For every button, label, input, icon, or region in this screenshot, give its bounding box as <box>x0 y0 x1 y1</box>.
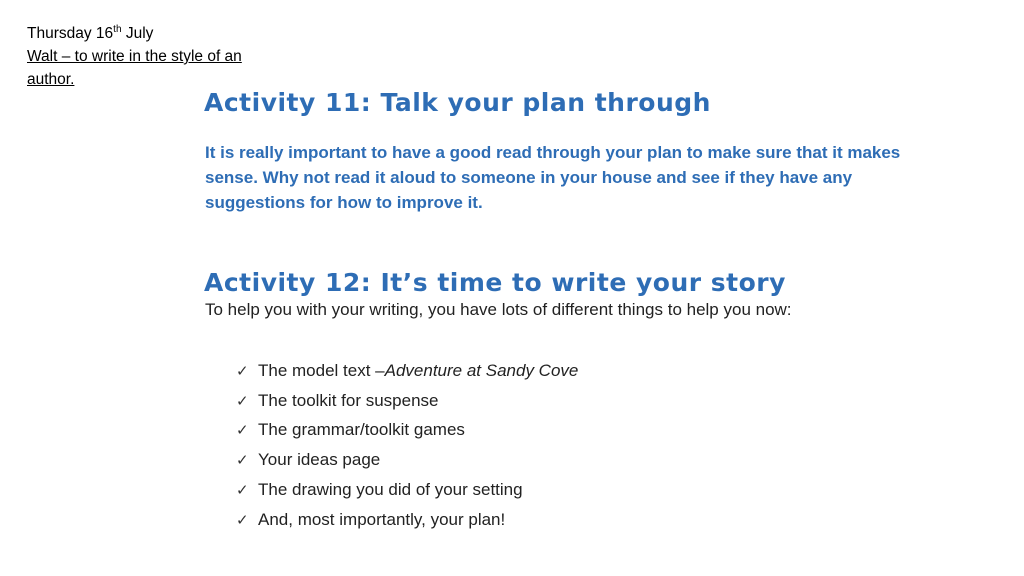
activity-11-title: Activity 11: Talk your plan through <box>204 88 711 117</box>
activity-12-title: Activity 12: It’s time to write your story <box>204 268 786 297</box>
activity-11-text: It is really important to have a good read through your plan to make sure that it makes sense. Why not read it aloud to someone in your house and see if they have any suggestions for how to improve it. <box>205 143 901 212</box>
date-text: Thursday 16 <box>27 25 114 42</box>
check-icon: ✓ <box>236 482 249 500</box>
list-item <box>236 416 578 446</box>
date-month: July <box>121 25 154 42</box>
list-item-text: The grammar/toolkit games <box>258 420 465 440</box>
walt-line-1: Walt – to write in the style of an <box>27 48 242 65</box>
list-item-text: The model text – <box>258 360 385 380</box>
list-item <box>236 356 578 386</box>
slide-header <box>27 22 297 91</box>
list-item <box>236 505 578 535</box>
list-item-text: Your ideas page <box>258 450 381 470</box>
list-item-text: And, most importantly, your plan! <box>258 509 506 529</box>
check-icon: ✓ <box>236 452 249 470</box>
list-item <box>236 475 578 505</box>
date-ordinal: th <box>113 23 122 35</box>
list-item-text: The drawing you did of your setting <box>258 480 523 500</box>
activity-12-intro: To help you with your writing, you have lots of different things to help you now: <box>205 300 792 319</box>
resource-checklist <box>236 356 578 535</box>
check-icon: ✓ <box>236 511 249 529</box>
check-icon: ✓ <box>236 422 249 440</box>
list-item-text: The toolkit for suspense <box>258 390 439 410</box>
date-line <box>27 22 297 45</box>
list-item-italic: Adventure at Sandy Cove <box>384 360 579 380</box>
check-icon: ✓ <box>236 392 249 410</box>
list-item <box>236 386 578 416</box>
list-item <box>236 445 578 475</box>
check-icon: ✓ <box>236 362 249 380</box>
walt-line-2: author. <box>27 71 75 88</box>
